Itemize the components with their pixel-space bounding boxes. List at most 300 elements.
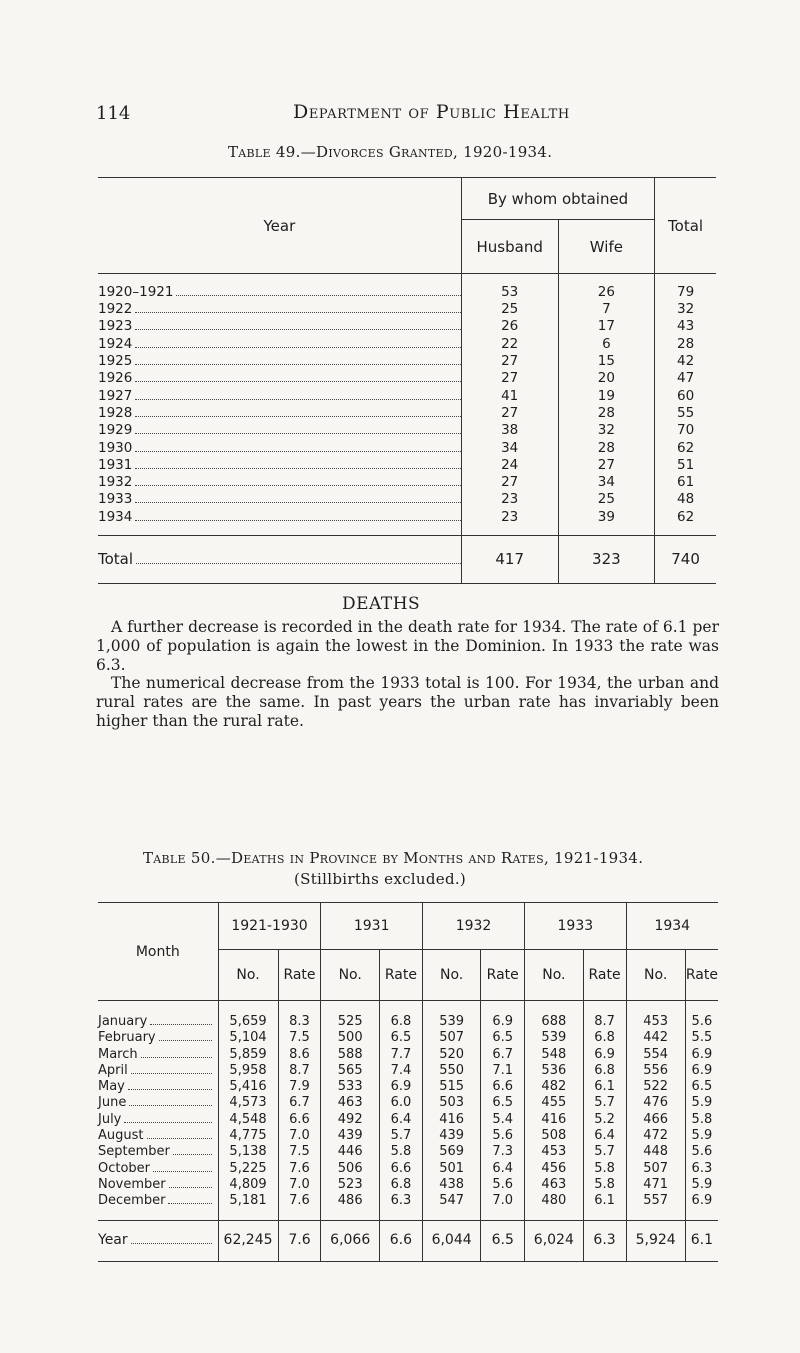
death-rate-cell: 5.7 [583, 1095, 626, 1111]
year-label: 1927 [98, 387, 133, 404]
month-label: October [98, 1160, 151, 1176]
year-cell [98, 301, 461, 318]
divorces-table [98, 177, 716, 584]
dot-leader [135, 520, 460, 521]
deaths-number-cell: 486 [321, 1193, 379, 1220]
no-subheader: No. [321, 950, 379, 1001]
death-rate-cell: 6.4 [583, 1128, 626, 1144]
year-label: 1934 [98, 508, 133, 525]
total-cell: 62 [655, 509, 716, 536]
deaths-number-cell: 471 [626, 1177, 685, 1193]
year-cell [98, 370, 461, 387]
death-rate-cell: 8.3 [278, 1001, 321, 1031]
deaths-number-cell: 463 [525, 1177, 583, 1193]
dot-leader [135, 381, 460, 382]
rate-subheader: Rate [379, 950, 422, 1001]
husband-cell: 23 [461, 491, 558, 508]
table-row [98, 422, 716, 439]
deaths-number-cell: 4,573 [218, 1095, 278, 1111]
table-50-subcaption: (Stillbirths excluded.) [294, 870, 467, 888]
death-rate-cell: 8.7 [583, 1001, 626, 1031]
deaths-number-cell: 688 [525, 1001, 583, 1031]
deaths-number-cell: 520 [422, 1047, 480, 1063]
deaths-number-cell: 5,181 [218, 1193, 278, 1220]
year-cell [98, 474, 461, 491]
deaths-number-cell: 565 [321, 1063, 379, 1079]
deaths-number-cell: 416 [525, 1112, 583, 1128]
year-cell [98, 405, 461, 422]
month-cell [98, 1193, 218, 1220]
dot-leader [135, 502, 460, 503]
month-cell [98, 1112, 218, 1128]
no-subheader: No. [422, 950, 480, 1001]
deaths-number-cell: 6,044 [422, 1220, 480, 1261]
total-cell: 42 [655, 353, 716, 370]
deaths-number-cell: 588 [321, 1047, 379, 1063]
death-rate-cell: 5.5 [685, 1030, 718, 1046]
death-rate-cell: 5.7 [583, 1144, 626, 1160]
deaths-number-cell: 5,659 [218, 1001, 278, 1031]
deaths-number-cell: 500 [321, 1030, 379, 1046]
dot-leader [131, 1073, 212, 1074]
wife-cell: 39 [558, 509, 655, 536]
year-cell [98, 439, 461, 456]
dot-leader [168, 1203, 211, 1204]
deaths-number-cell: 507 [422, 1030, 480, 1046]
husband-cell: 27 [461, 405, 558, 422]
table-row [98, 457, 716, 474]
deaths-number-cell: 476 [626, 1095, 685, 1111]
wife-cell: 34 [558, 474, 655, 491]
total-husband: 417 [461, 535, 558, 583]
table-row [98, 1177, 718, 1193]
deaths-number-cell: 480 [525, 1193, 583, 1220]
death-rate-cell: 6.5 [379, 1030, 422, 1046]
year-label: 1932 [98, 474, 133, 491]
dot-leader [135, 364, 460, 365]
total-cell: 62 [655, 439, 716, 456]
month-label: June [98, 1095, 127, 1111]
husband-cell: 22 [461, 336, 558, 353]
total-wife: 323 [558, 535, 655, 583]
death-rate-cell: 6.3 [685, 1161, 718, 1177]
death-rate-cell: 6.8 [583, 1030, 626, 1046]
month-cell [98, 1177, 218, 1193]
month-label: November [98, 1176, 166, 1192]
month-label: July [98, 1111, 122, 1127]
dot-leader [150, 1024, 211, 1025]
deaths-number-cell: 547 [422, 1193, 480, 1220]
total-cell: 70 [655, 422, 716, 439]
total-cell: 79 [655, 274, 716, 302]
month-cell [98, 1063, 218, 1079]
death-rate-cell: 6.6 [278, 1112, 321, 1128]
deaths-number-cell: 501 [422, 1161, 480, 1177]
month-label: May [98, 1079, 125, 1095]
year-cell [98, 274, 461, 302]
year-label: 1931 [98, 456, 133, 473]
total-label: Total [98, 550, 134, 569]
total-cell: 61 [655, 474, 716, 491]
death-rate-cell: 6.4 [481, 1161, 525, 1177]
wife-cell: 20 [558, 370, 655, 387]
husband-cell: 27 [461, 474, 558, 491]
deaths-number-cell: 533 [321, 1079, 379, 1095]
period-header-1933: 1933 [525, 903, 626, 950]
deaths-number-cell: 569 [422, 1144, 480, 1160]
wife-cell: 32 [558, 422, 655, 439]
dot-leader [159, 1040, 212, 1041]
year-cell [98, 387, 461, 404]
death-rate-cell: 5.6 [481, 1177, 525, 1193]
table-row [98, 336, 716, 353]
death-rate-cell: 6.6 [379, 1161, 422, 1177]
death-rate-cell: 5.9 [685, 1177, 718, 1193]
death-rate-cell: 7.0 [278, 1128, 321, 1144]
total-cell: 48 [655, 491, 716, 508]
total-cell: 43 [655, 318, 716, 335]
deaths-number-cell: 5,138 [218, 1144, 278, 1160]
table-row [98, 1001, 718, 1031]
year-cell [98, 509, 461, 536]
death-rate-cell: 8.6 [278, 1047, 321, 1063]
wife-column-header: Wife [558, 220, 655, 274]
deaths-number-cell: 536 [525, 1063, 583, 1079]
month-label: August [98, 1128, 144, 1144]
table-row [98, 1144, 718, 1160]
month-label: March [98, 1046, 138, 1062]
month-cell [98, 1047, 218, 1063]
dot-leader [135, 433, 460, 434]
death-rate-cell: 5.9 [685, 1128, 718, 1144]
death-rate-cell: 7.0 [278, 1177, 321, 1193]
deaths-number-cell: 482 [525, 1079, 583, 1095]
deaths-number-cell: 4,775 [218, 1128, 278, 1144]
death-rate-cell: 6.5 [481, 1030, 525, 1046]
table-row [98, 1030, 718, 1046]
year-label: 1923 [98, 318, 133, 335]
deaths-number-cell: 472 [626, 1128, 685, 1144]
death-rate-cell: 7.0 [481, 1193, 525, 1220]
table-row [98, 318, 716, 335]
total-cell: 60 [655, 387, 716, 404]
deaths-number-cell: 539 [525, 1030, 583, 1046]
table-49-caption: Table 49.—Divorces Granted, 1920-1934. [228, 143, 553, 161]
deaths-number-cell: 5,416 [218, 1079, 278, 1095]
death-rate-cell: 6.4 [379, 1112, 422, 1128]
death-rate-cell: 7.3 [481, 1144, 525, 1160]
total-cell: 28 [655, 336, 716, 353]
year-cell [98, 318, 461, 335]
dot-leader [135, 399, 460, 400]
wife-cell: 19 [558, 387, 655, 404]
month-cell [98, 1128, 218, 1144]
deaths-number-cell: 523 [321, 1177, 379, 1193]
month-cell [98, 1144, 218, 1160]
month-cell [98, 1095, 218, 1111]
period-header-1932: 1932 [422, 903, 524, 950]
wife-cell: 26 [558, 274, 655, 302]
death-rate-cell: 5.6 [685, 1144, 718, 1160]
husband-cell: 25 [461, 301, 558, 318]
death-rate-cell: 7.4 [379, 1063, 422, 1079]
page-number: 114 [96, 103, 131, 124]
deaths-number-cell: 4,809 [218, 1177, 278, 1193]
year-cell [98, 422, 461, 439]
total-cell: 32 [655, 301, 716, 318]
death-rate-cell: 5.6 [481, 1128, 525, 1144]
deaths-number-cell: 62,245 [218, 1220, 278, 1261]
death-rate-cell: 7.6 [278, 1220, 321, 1261]
death-rate-cell: 6.0 [379, 1095, 422, 1111]
death-rate-cell: 5.8 [583, 1161, 626, 1177]
deaths-number-cell: 453 [626, 1001, 685, 1031]
husband-cell: 34 [461, 439, 558, 456]
rate-subheader: Rate [583, 950, 626, 1001]
table-row [98, 439, 716, 456]
deaths-number-cell: 5,859 [218, 1047, 278, 1063]
dot-leader [176, 295, 460, 296]
deaths-number-cell: 557 [626, 1193, 685, 1220]
year-label: 1925 [98, 353, 133, 370]
death-rate-cell: 6.7 [481, 1047, 525, 1063]
deaths-number-cell: 539 [422, 1001, 480, 1031]
deaths-heading: DEATHS [342, 594, 421, 614]
wife-cell: 7 [558, 301, 655, 318]
death-rate-cell: 6.3 [379, 1193, 422, 1220]
death-rate-cell: 6.8 [583, 1063, 626, 1079]
month-column-header: Month [98, 903, 218, 1001]
period-header-1931: 1931 [321, 903, 422, 950]
year-label: 1928 [98, 404, 133, 421]
deaths-number-cell: 456 [525, 1161, 583, 1177]
table-row [98, 1047, 718, 1063]
death-rate-cell: 7.1 [481, 1063, 525, 1079]
death-rate-cell: 5.6 [685, 1001, 718, 1031]
death-rate-cell: 6.6 [481, 1079, 525, 1095]
deaths-number-cell: 442 [626, 1030, 685, 1046]
table-row [98, 509, 716, 536]
year-cell [98, 491, 461, 508]
dot-leader [136, 563, 461, 564]
month-cell [98, 1161, 218, 1177]
death-rate-cell: 6.8 [379, 1001, 422, 1031]
deaths-number-cell: 439 [422, 1128, 480, 1144]
table-row [98, 474, 716, 491]
death-rate-cell: 6.9 [685, 1063, 718, 1079]
death-rate-cell: 7.7 [379, 1047, 422, 1063]
death-rate-cell: 6.1 [685, 1220, 718, 1261]
year-cell [98, 353, 461, 370]
no-subheader: No. [626, 950, 685, 1001]
dot-leader [128, 1089, 212, 1090]
wife-cell: 28 [558, 405, 655, 422]
table-row [98, 1161, 718, 1177]
deaths-number-cell: 508 [525, 1128, 583, 1144]
deaths-number-cell: 525 [321, 1001, 379, 1031]
deaths-table [98, 902, 718, 1262]
month-cell [98, 1220, 218, 1261]
table-row-year-total [98, 1220, 718, 1261]
dot-leader [135, 416, 460, 417]
year-label: 1930 [98, 439, 133, 456]
total-cell: 55 [655, 405, 716, 422]
table-row [98, 274, 716, 302]
dot-leader [135, 485, 460, 486]
death-rate-cell: 5.2 [583, 1112, 626, 1128]
month-label: September [98, 1144, 170, 1160]
year-label: 1933 [98, 491, 133, 508]
death-rate-cell: 6.9 [481, 1001, 525, 1031]
year-label: 1920–1921 [98, 284, 174, 300]
deaths-number-cell: 463 [321, 1095, 379, 1111]
dot-leader [135, 312, 460, 313]
death-rate-cell: 6.3 [583, 1220, 626, 1261]
deaths-number-cell: 466 [626, 1112, 685, 1128]
table-row [98, 1095, 718, 1111]
deaths-number-cell: 439 [321, 1128, 379, 1144]
death-rate-cell: 6.1 [583, 1079, 626, 1095]
deaths-number-cell: 554 [626, 1047, 685, 1063]
table-row [98, 301, 716, 318]
table-row [98, 370, 716, 387]
total-cell: 47 [655, 370, 716, 387]
period-header-1934: 1934 [626, 903, 718, 950]
deaths-paragraph-1: A further decrease is recorded in the death rate for 1934. The rate of 6.1 per 1,000 of population is again the lowest in the Dominion. In 1933 the rate was 6.3. [96, 618, 719, 674]
deaths-number-cell: 548 [525, 1047, 583, 1063]
deaths-number-cell: 503 [422, 1095, 480, 1111]
death-rate-cell: 6.5 [685, 1079, 718, 1095]
month-cell [98, 1030, 218, 1046]
no-subheader: No. [218, 950, 278, 1001]
table-row [98, 1128, 718, 1144]
wife-cell: 28 [558, 439, 655, 456]
no-subheader: No. [525, 950, 583, 1001]
year-cell [98, 336, 461, 353]
death-rate-cell: 6.1 [583, 1193, 626, 1220]
table-row [98, 1079, 718, 1095]
table-row-total [98, 535, 716, 583]
dot-leader [173, 1154, 212, 1155]
death-rate-cell: 7.9 [278, 1079, 321, 1095]
husband-cell: 23 [461, 509, 558, 536]
dot-leader [129, 1105, 211, 1106]
deaths-number-cell: 453 [525, 1144, 583, 1160]
husband-cell: 26 [461, 318, 558, 335]
month-label: Year [98, 1232, 128, 1249]
death-rate-cell: 6.9 [583, 1047, 626, 1063]
dot-leader [135, 468, 460, 469]
husband-cell: 41 [461, 387, 558, 404]
death-rate-cell: 5.9 [685, 1095, 718, 1111]
table-50-caption: Table 50.—Deaths in Province by Months and Rates, 1921-1934. [143, 849, 644, 867]
husband-column-header: Husband [461, 220, 558, 274]
deaths-number-cell: 448 [626, 1144, 685, 1160]
deaths-number-cell: 492 [321, 1112, 379, 1128]
deaths-number-cell: 507 [626, 1161, 685, 1177]
year-label: 1922 [98, 301, 133, 318]
table-row [98, 1193, 718, 1220]
dot-leader [141, 1057, 212, 1058]
by-whom-obtained-header: By whom obtained [461, 178, 654, 220]
table-row [98, 353, 716, 370]
deaths-number-cell: 438 [422, 1177, 480, 1193]
husband-cell: 27 [461, 353, 558, 370]
husband-cell: 24 [461, 457, 558, 474]
death-rate-cell: 7.6 [278, 1161, 321, 1177]
deaths-number-cell: 550 [422, 1063, 480, 1079]
death-rate-cell: 6.9 [685, 1193, 718, 1220]
dot-leader [153, 1171, 212, 1172]
dot-leader [135, 347, 460, 348]
dot-leader [124, 1122, 211, 1123]
husband-cell: 53 [461, 274, 558, 302]
dot-leader [131, 1243, 212, 1244]
month-label: April [98, 1062, 128, 1078]
month-label: December [98, 1193, 166, 1209]
year-label: 1924 [98, 335, 133, 352]
month-cell [98, 1079, 218, 1095]
table-row [98, 405, 716, 422]
wife-cell: 25 [558, 491, 655, 508]
deaths-number-cell: 455 [525, 1095, 583, 1111]
deaths-number-cell: 506 [321, 1161, 379, 1177]
dot-leader [135, 329, 460, 330]
husband-cell: 38 [461, 422, 558, 439]
death-rate-cell: 6.5 [481, 1220, 525, 1261]
death-rate-cell: 8.7 [278, 1063, 321, 1079]
death-rate-cell: 7.5 [278, 1030, 321, 1046]
deaths-number-cell: 5,924 [626, 1220, 685, 1261]
wife-cell: 15 [558, 353, 655, 370]
table-row [98, 491, 716, 508]
deaths-paragraph-2: The numerical decrease from the 1933 total is 100. For 1934, the urban and rural rates are the same. In past years the urban rate has invariably been higher than the rural rate. [96, 674, 719, 730]
table-row [98, 387, 716, 404]
wife-cell: 6 [558, 336, 655, 353]
total-cell: 51 [655, 457, 716, 474]
dot-leader [147, 1138, 212, 1139]
dot-leader [169, 1187, 212, 1188]
death-rate-cell: 6.5 [481, 1095, 525, 1111]
total-column-header: Total [655, 178, 716, 274]
deaths-number-cell: 6,024 [525, 1220, 583, 1261]
deaths-number-cell: 4,548 [218, 1112, 278, 1128]
table-row [98, 1063, 718, 1079]
death-rate-cell: 5.8 [379, 1144, 422, 1160]
deaths-number-cell: 5,104 [218, 1030, 278, 1046]
wife-cell: 27 [558, 457, 655, 474]
deaths-number-cell: 556 [626, 1063, 685, 1079]
rate-subheader: Rate [685, 950, 718, 1001]
deaths-number-cell: 5,225 [218, 1161, 278, 1177]
running-head: Department of Public Health [293, 101, 570, 123]
death-rate-cell: 6.8 [379, 1177, 422, 1193]
death-rate-cell: 7.5 [278, 1144, 321, 1160]
death-rate-cell: 5.7 [379, 1128, 422, 1144]
deaths-number-cell: 6,066 [321, 1220, 379, 1261]
deaths-number-cell: 446 [321, 1144, 379, 1160]
year-column-header: Year [98, 178, 461, 274]
month-label: February [98, 1030, 156, 1046]
death-rate-cell: 6.7 [278, 1095, 321, 1111]
year-cell [98, 457, 461, 474]
wife-cell: 17 [558, 318, 655, 335]
month-cell [98, 1001, 218, 1031]
death-rate-cell: 6.9 [379, 1079, 422, 1095]
death-rate-cell: 5.8 [685, 1112, 718, 1128]
rate-subheader: Rate [481, 950, 525, 1001]
death-rate-cell: 5.8 [583, 1177, 626, 1193]
